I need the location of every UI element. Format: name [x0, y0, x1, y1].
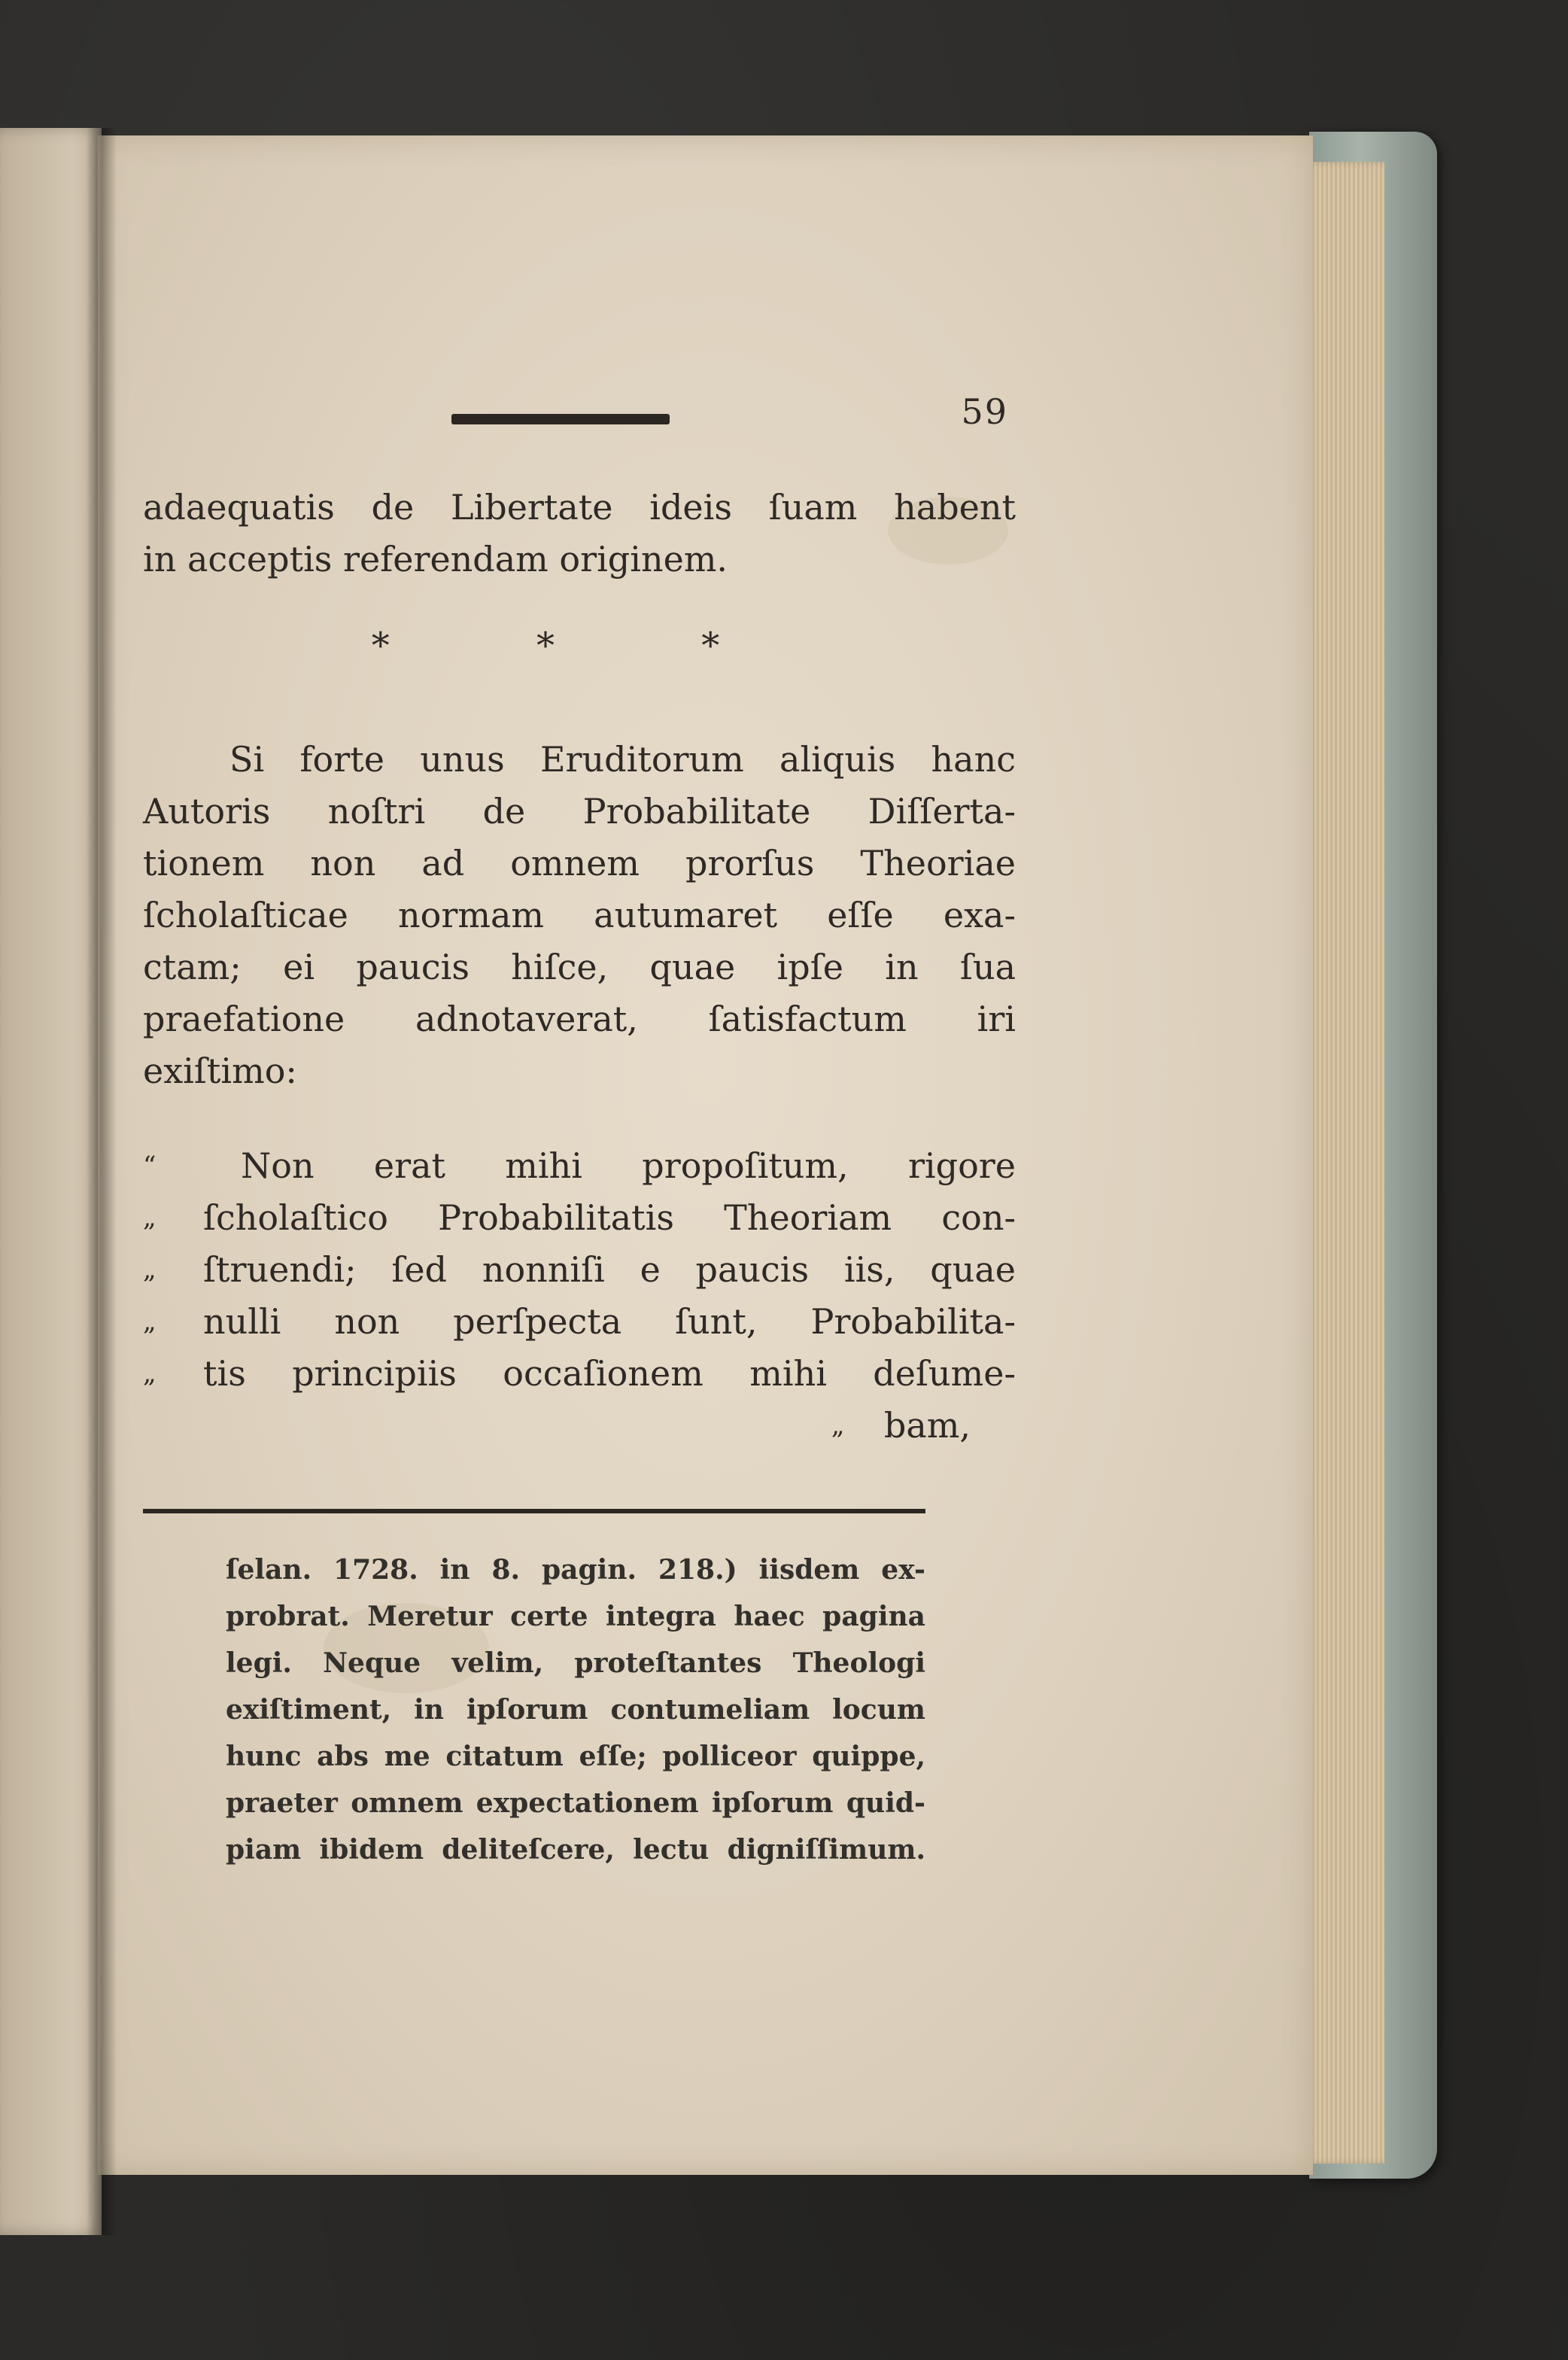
- footnote: [226, 1546, 925, 1873]
- head-rule: [451, 414, 670, 424]
- text-line: exiſtimo:: [143, 1051, 297, 1091]
- footnote-line: ſelan. 1728. in 8. pagin. 218.) iisdem ex-: [226, 1554, 925, 1586]
- quote-mark: „: [143, 1203, 156, 1233]
- quote-text: tis principiis occaſionem mihi deſume-: [203, 1353, 1016, 1394]
- quote-text: ſcholaſtico Probabilitatis Theoriam con-: [203, 1197, 1016, 1238]
- quotation: [143, 1140, 1016, 1452]
- quote-text: bam,: [883, 1405, 971, 1446]
- footnote-rule: [143, 1509, 925, 1513]
- quote-text: ſtruendi; ſed nonniſi e paucis iis, quae: [203, 1249, 1016, 1290]
- text-line: in acceptis referendam originem.: [143, 539, 728, 579]
- quote-mark: „: [143, 1255, 156, 1285]
- paragraph-1: [143, 482, 1016, 585]
- quote-line: [143, 1244, 1016, 1296]
- running-head: [143, 391, 1016, 452]
- paragraph-2: [143, 734, 1016, 1097]
- quote-line: [143, 1140, 1016, 1192]
- quote-line: [143, 1348, 1016, 1400]
- quote-mark: „: [831, 1410, 845, 1440]
- asterism-separator: * * *: [371, 625, 788, 667]
- text-line: adaequatis de Libertate ideis ſuam habent: [143, 487, 1016, 528]
- quote-line: [143, 1296, 1016, 1348]
- page-block-edges: [1305, 162, 1384, 2164]
- quote-line: [143, 1400, 1016, 1452]
- text-line: ctam; ei paucis hiſce, quae ipſe in ſua: [143, 947, 1016, 987]
- footnote-line: praeter omnem expectationem ipſorum quid-: [226, 1787, 925, 1819]
- book-gutter: [87, 128, 117, 2235]
- quote-mark: “: [143, 1151, 156, 1181]
- footnote-line: legi. Neque velim, proteſtantes Theologi: [226, 1647, 925, 1679]
- quote-text: Non erat mihi propoſitum, rigore: [241, 1145, 1016, 1186]
- text-line: tionem non ad omnem prorſus Theoriae: [143, 843, 1016, 883]
- footnote-line: probrat. Meretur certe integra haec pagina: [226, 1601, 925, 1632]
- text-line: ſcholaſticae normam autumaret eſſe exa-: [143, 895, 1016, 935]
- quote-text: nulli non perſpecta ſunt, Probabilita-: [203, 1301, 1016, 1342]
- text-line: praefatione adnotaverat, ſatisfactum iri: [143, 999, 1016, 1039]
- text-line: Si forte unus Eruditorum aliquis hanc: [229, 739, 1016, 780]
- quote-line: [143, 1192, 1016, 1244]
- footnote-line: piam ibidem deliteſcere, lectu digniſſimum.: [226, 1834, 925, 1866]
- text-line: Autoris noſtri de Probabilitate Diſſerta-: [143, 791, 1016, 832]
- quote-mark: „: [143, 1358, 156, 1388]
- page-number: 59: [961, 391, 1008, 432]
- footnote-line: hunc abs me citatum eſſe; polliceor quippe,: [226, 1741, 925, 1772]
- footnote-line: exiſtiment, in ipſorum contumeliam locum: [226, 1694, 925, 1726]
- quote-mark: „: [143, 1306, 156, 1337]
